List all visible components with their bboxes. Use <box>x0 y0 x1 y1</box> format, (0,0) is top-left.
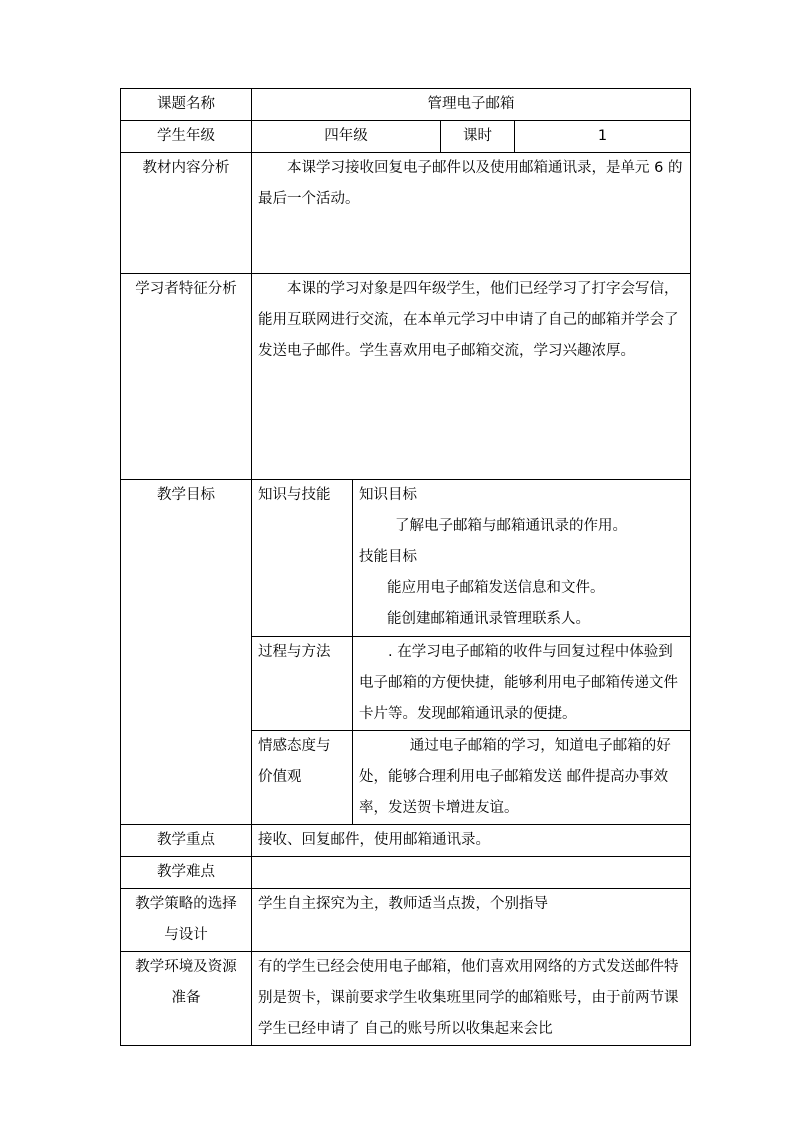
knowledge-cell <box>353 480 691 637</box>
skill-goal-text-2: 能创建邮箱通讯录管理联系人。 <box>387 611 590 627</box>
process-cell <box>353 637 691 731</box>
content-analysis-cell <box>252 153 691 274</box>
difficulties-value <box>252 857 691 889</box>
lesson-plan-table <box>120 88 691 1046</box>
emotion-label <box>252 731 353 825</box>
row-key-points <box>121 825 691 857</box>
content-analysis-label: 教材内容分析 <box>121 153 252 274</box>
environment-label-line2: 准备 <box>171 990 201 1006</box>
row-difficulties <box>121 857 691 889</box>
title-label: 课题名称 <box>121 89 252 121</box>
key-points-value: 接收、回复邮件，使用邮箱通讯录。 <box>252 825 691 857</box>
skill-goal-title: 技能目标 <box>359 549 417 565</box>
emotion-cell <box>353 731 691 825</box>
hours-value: 1 <box>515 121 691 153</box>
strategy-label-line1: 教学策略的选择 <box>135 896 237 912</box>
title-value: 管理电子邮箱 <box>252 89 691 121</box>
skill-goal-text-1: 能应用电子邮箱发送信息和文件。 <box>387 580 605 596</box>
row-title <box>121 89 691 121</box>
strategy-label <box>121 889 252 952</box>
strategy-value: 学生自主探究为主，教师适当点拨，个别指导 <box>252 889 691 952</box>
learner-analysis-label: 学习者特征分析 <box>121 274 252 480</box>
row-environment <box>121 952 691 1046</box>
grade-label: 学生年级 <box>121 121 252 153</box>
difficulties-label: 教学难点 <box>121 857 252 889</box>
learner-analysis-cell <box>252 274 691 480</box>
key-points-label: 教学重点 <box>121 825 252 857</box>
row-content-analysis <box>121 153 691 274</box>
emotion-text: 通过电子邮箱的学习，知道电子邮箱的好处，能够合理利用电子邮箱发送 邮件提高办事效率，发送贺卡增进友谊。 <box>359 738 671 816</box>
process-label: 过程与方法 <box>252 637 353 731</box>
grade-value: 四年级 <box>252 121 441 153</box>
environment-label <box>121 952 252 1046</box>
objectives-label: 教学目标 <box>121 480 252 825</box>
row-grade <box>121 121 691 153</box>
row-strategy <box>121 889 691 952</box>
emotion-label-line2: 价值观 <box>258 769 302 785</box>
content-analysis-text: 本课学习接收回复电子邮件以及使用邮箱通讯录，是单元 6 的最后一个活动。 <box>258 160 683 207</box>
row-learner-analysis <box>121 274 691 480</box>
environment-value: 有的学生已经会使用电子邮箱，他们喜欢用网络的方式发送邮件特别是贺卡，课前要求学生收集班里同学的邮箱账号，由于前两节课学生已经申请了 自己的账号所以收集起来会比 <box>252 952 691 1046</box>
knowledge-goal-text: 了解电子邮箱与邮箱通讯录的作用。 <box>395 518 627 534</box>
knowledge-goal-title: 知识目标 <box>359 487 417 503</box>
hours-label: 课时 <box>441 121 515 153</box>
row-objectives-knowledge <box>121 480 691 637</box>
environment-label-line1: 教学环境及资源 <box>135 959 237 975</box>
process-text: . 在学习电子邮箱的收件与回复过程中体验到电子邮箱的方便快捷，能够利用电子邮箱传递文件卡片等。发现邮箱通讯录的便捷。 <box>359 644 678 722</box>
knowledge-label: 知识与技能 <box>252 480 353 637</box>
strategy-label-line2: 与设计 <box>164 927 208 943</box>
learner-analysis-text: 本课的学习对象是四年级学生，他们已经学习了打字会写信，能用互联网进行交流，在本单元学习中申请了自己的邮箱并学会了发送电子邮件。学生喜欢用电子邮箱交流，学习兴趣浓厚。 <box>258 281 679 359</box>
emotion-label-line1: 情感态度与 <box>258 738 331 754</box>
